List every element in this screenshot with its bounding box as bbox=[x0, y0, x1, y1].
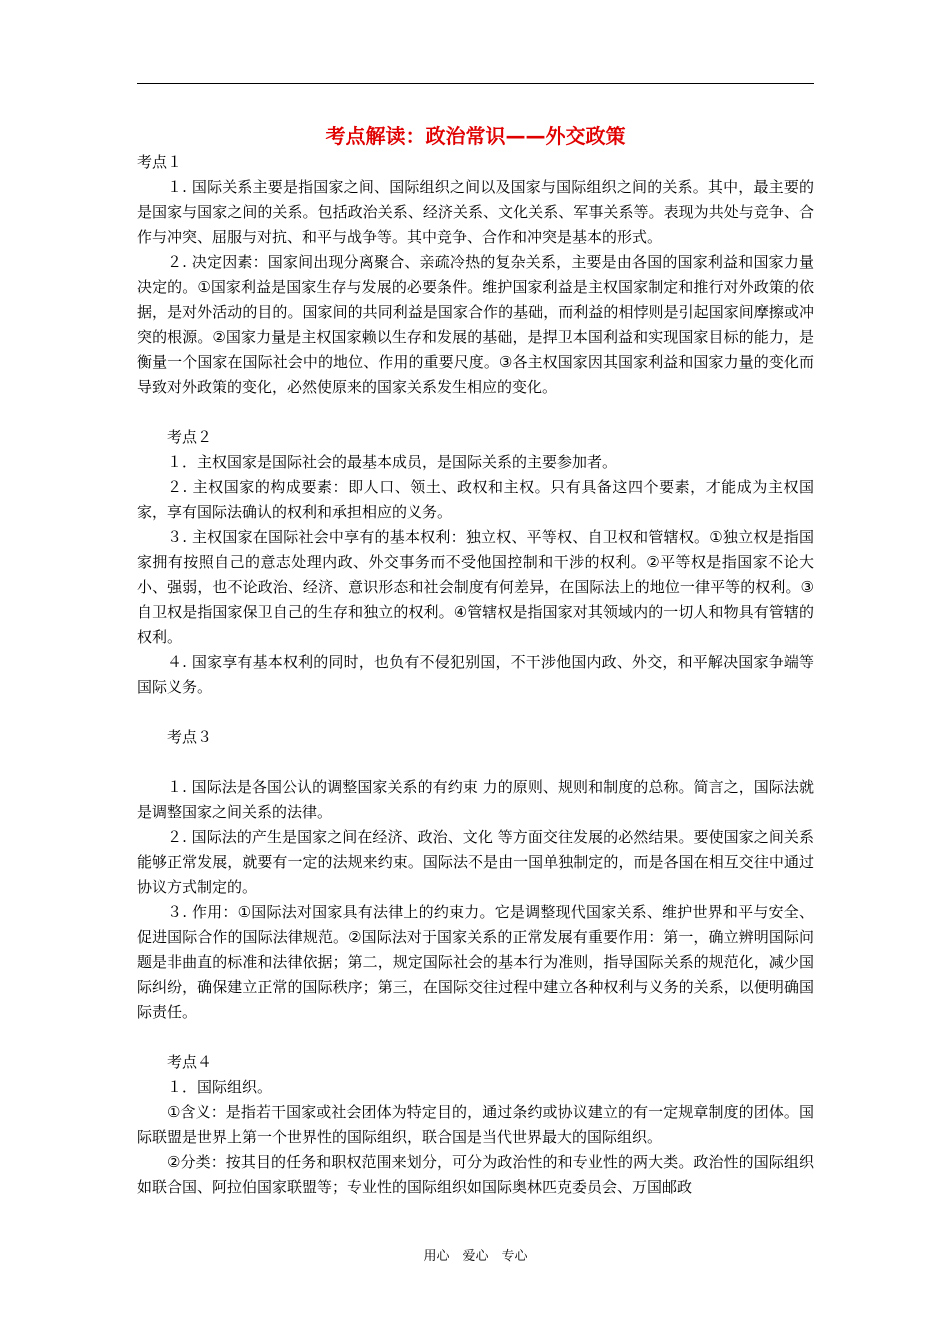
paragraph: ①含义：是指若干国家或社会团体为特定目的，通过条约或协议建立的有一定规章制度的团体。国际联盟是世界上第一个世界性的国际组织，联合国是当代世界最大的国际组织。 bbox=[137, 1103, 814, 1146]
paragraph: ２. 主权国家的构成要素：即人口、领土、政权和主权。只有具备这四个要素，才能成为主权国家，享有国际法确认的权利和承担相应的义务。 bbox=[137, 478, 814, 521]
section-heading: 考点３ bbox=[167, 728, 213, 746]
paragraph: １．国际组织。 bbox=[167, 1078, 273, 1096]
page-footer: 用心 爱心 专心 bbox=[423, 1249, 528, 1264]
section-heading: 考点１ bbox=[137, 153, 183, 171]
paragraph: ３. 作用：①国际法对国家具有法律上的约束力。它是调整现代国家关系、维护世界和平与安全、促进国际合作的国际法律规范。②国际法对于国家关系的正常发展有重要作用：第一，确立辨明国际问题是非曲直的标准和法律依据；第二，规定国际社会的基本行为准则，指导国际关系的规范化，减少国际纠纷，确保建立正常的国际秩序；第三，在国际交往过程中建立各种权利与义务的关系，以便明确国际责任。 bbox=[137, 903, 814, 1021]
paragraph: ②分类：按其目的任务和职权范围来划分，可分为政治性的和专业性的两大类。政治性的国际组织如联合国、阿拉伯国家联盟等；专业性的国际组织如国际奥林匹克委员会、万国邮政 bbox=[137, 1153, 814, 1196]
paragraph: １．主权国家是国际社会的最基本成员，是国际关系的主要参加者。 bbox=[167, 453, 618, 471]
spacer bbox=[137, 700, 814, 725]
spacer bbox=[137, 750, 814, 775]
paragraph: １. 国际法是各国公认的调整国家关系的有约束 力的原则、规则和制度的总称。简言之，国际法就是调整国家之间关系的法律。 bbox=[137, 778, 814, 821]
paragraph: ２. 决定因素：国家间出现分离聚合、亲疏冷热的复杂关系，主要是由各国的国家利益和国家力量决定的。①国家利益是国家生存与发展的必要条件。维护国家利益是主权国家制定和推行对外政策的依据，是对外活动的目的。国家间的共同利益是国家合作的基础，而利益的相悖则是引起国家间摩擦或冲突的根源。②国家力量是主权国家赖以生存和发展的基础，是捍卫本国利益和实现国家目标的能力，是衡量一个国家在国际社会中的地位、作用的重要尺度。③各主权国家因其国家利益和国家力量的变化而导致对外政策的变化，必然使原来的国家关系发生相应的变化。 bbox=[137, 253, 814, 396]
document-body bbox=[137, 150, 814, 1200]
paragraph: １. 国际关系主要是指国家之间、国际组织之间以及国家与国际组织之间的关系。其中，最主要的是国家与国家之间的关系。包括政治关系、经济关系、文化关系、军事关系等。表现为共处与竞争、合作与冲突、屈服与对抗、和平与战争等。其中竞争、合作和冲突是基本的形式。 bbox=[137, 178, 814, 246]
paragraph: ４. 国家享有基本权利的同时，也负有不侵犯别国，不干涉他国内政、外交，和平解决国家争端等国际义务。 bbox=[137, 653, 814, 696]
spacer bbox=[137, 400, 814, 425]
document-title: 考点解读：政治常识——外交政策 bbox=[325, 124, 626, 148]
section-heading: 考点２ bbox=[167, 428, 213, 446]
paragraph: ３. 主权国家在国际社会中享有的基本权利：独立权、平等权、自卫权和管辖权。①独立权是指国家拥有按照自己的意志处理内政、外交事务而不受他国控制和干涉的权利。②平等权是指国家不论大小、强弱，也不论政治、经济、意识形态和社会制度有何差异，在国际法上的地位一律平等的权利。③自卫权是指国家保卫自己的生存和独立的权利。④管辖权是指国家对其领域内的一切人和物具有管辖的权利。 bbox=[137, 528, 814, 646]
section-heading: 考点４ bbox=[167, 1053, 213, 1071]
spacer bbox=[137, 1025, 814, 1050]
paragraph: ２. 国际法的产生是国家之间在经济、政治、文化 等方面交往发展的必然结果。要使国家之间关系能够正常发展，就要有一定的法规来约束。国际法不是由一国单独制定的，而是各国在相互交往中通过协议方式制定的。 bbox=[137, 828, 814, 896]
header-rule bbox=[137, 83, 814, 84]
